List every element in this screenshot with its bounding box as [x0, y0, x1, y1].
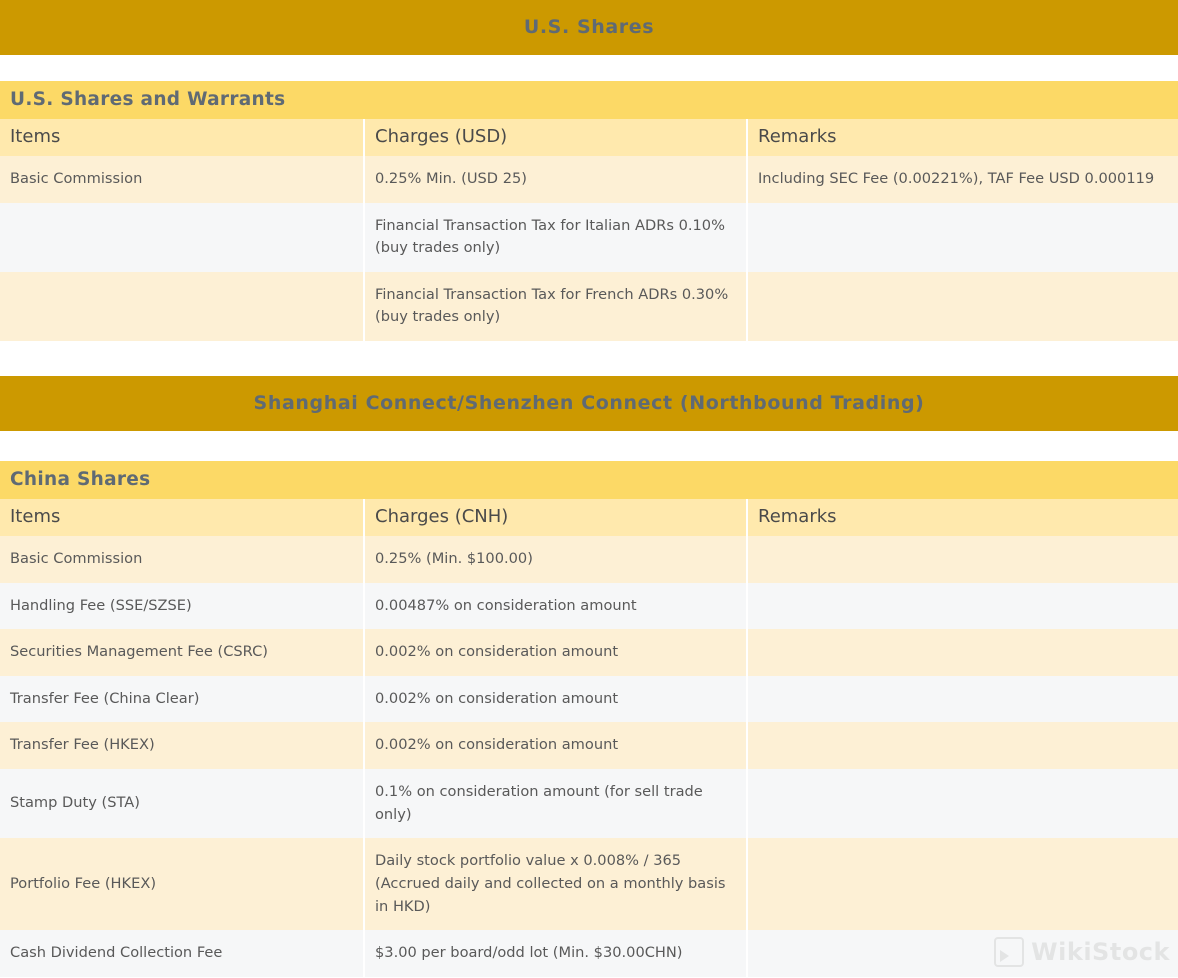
table-title: U.S. Shares and Warrants [0, 81, 1178, 119]
table-row [0, 272, 1178, 341]
table-row [0, 722, 1178, 769]
cell-remark [747, 272, 1178, 341]
table-row [0, 769, 1178, 838]
table-row [0, 156, 1178, 203]
cell-charge: 0.002% on consideration amount [364, 722, 747, 769]
cell-charge: Financial Transaction Tax for French ADRs 0.30% (buy trades only) [364, 272, 747, 341]
cell-remark [747, 722, 1178, 769]
table-title-row [0, 81, 1178, 119]
cell-remark [747, 203, 1178, 272]
table-row [0, 838, 1178, 930]
spacer [0, 55, 1178, 81]
cell-charge: 0.00487% on consideration amount [364, 583, 747, 630]
cell-remark [747, 536, 1178, 583]
table-us-shares-and-warrants [0, 81, 1178, 341]
cell-charge: 0.002% on consideration amount [364, 629, 747, 676]
table-row [0, 583, 1178, 630]
cell-charge: Daily stock portfolio value x 0.008% / 365 (Accrued daily and collected on a monthly basis in HKD) [364, 838, 747, 930]
table-row [0, 930, 1178, 977]
cell-remark: Including SEC Fee (0.00221%), TAF Fee USD 0.000119 [747, 156, 1178, 203]
cell-charge: 0.002% on consideration amount [364, 676, 747, 723]
cell-item: Basic Commission [0, 536, 364, 583]
cell-item: Securities Management Fee (CSRC) [0, 629, 364, 676]
cell-remark [747, 629, 1178, 676]
column-header-remarks: Remarks [747, 499, 1178, 536]
column-header-items: Items [0, 499, 364, 536]
cell-item: Portfolio Fee (HKEX) [0, 838, 364, 930]
table-row [0, 629, 1178, 676]
table-row [0, 536, 1178, 583]
cell-item: Handling Fee (SSE/SZSE) [0, 583, 364, 630]
table-title-row [0, 461, 1178, 499]
column-header-charges: Charges (USD) [364, 119, 747, 156]
watermark-label: WikiStock [1031, 937, 1170, 966]
cell-item: Transfer Fee (China Clear) [0, 676, 364, 723]
cell-item [0, 272, 364, 341]
table-row [0, 676, 1178, 723]
cell-item: Basic Commission [0, 156, 364, 203]
column-header-charges: Charges (CNH) [364, 499, 747, 536]
cell-remark [747, 583, 1178, 630]
cell-item: Transfer Fee (HKEX) [0, 722, 364, 769]
section-banner-connect-northbound: Shanghai Connect/Shenzhen Connect (Northbound Trading) [0, 376, 1178, 431]
cell-charge: 0.25% (Min. $100.00) [364, 536, 747, 583]
table-header-row [0, 119, 1178, 156]
cell-charge: 0.25% Min. (USD 25) [364, 156, 747, 203]
section-banner-us-shares: U.S. Shares [0, 0, 1178, 55]
cell-item: Stamp Duty (STA) [0, 769, 364, 838]
table-header-row [0, 499, 1178, 536]
column-header-remarks: Remarks [747, 119, 1178, 156]
table-china-shares [0, 461, 1178, 977]
column-header-items: Items [0, 119, 364, 156]
cell-remark [747, 676, 1178, 723]
cell-remark [747, 930, 1178, 977]
cell-remark [747, 769, 1178, 838]
cell-charge: 0.1% on consideration amount (for sell trade only) [364, 769, 747, 838]
cell-item [0, 203, 364, 272]
cell-item: Cash Dividend Collection Fee [0, 930, 364, 977]
table-title: China Shares [0, 461, 1178, 499]
spacer [0, 341, 1178, 376]
spacer [0, 431, 1178, 461]
cell-charge: $3.00 per board/odd lot (Min. $30.00CHN) [364, 930, 747, 977]
cell-remark [747, 838, 1178, 930]
cell-charge: Financial Transaction Tax for Italian ADRs 0.10% (buy trades only) [364, 203, 747, 272]
table-row [0, 203, 1178, 272]
